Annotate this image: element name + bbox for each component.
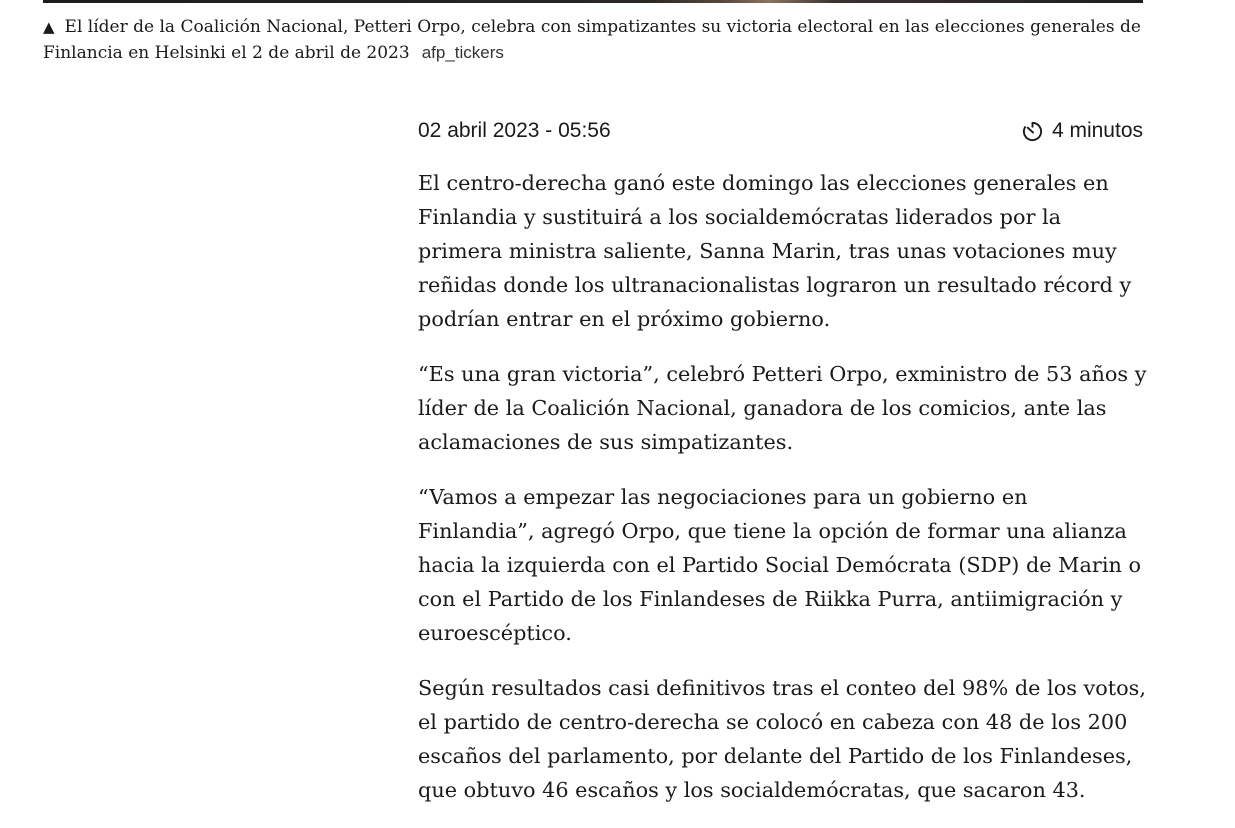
photo-credit: afp_tickers [421, 43, 504, 62]
caption-text: El líder de la Coalición Nacional, Petteri Orpo, celebra con simpatizantes su victoria electoral en las elecciones generales de Finlancia en Helsinki el 2 de abril de 2023 [43, 17, 1141, 63]
stopwatch-icon [1021, 120, 1044, 143]
article-paragraph: “Vamos a empezar las negociaciones para un gobierno en Finlandia”, agregó Orpo, que tiene la opción de formar una alianza hacia la izquierda con el Partido Social Demócrata (SDP) de Marin o con el Partido de los Finlandeses de Riikka Purra, antiimigración y euroescéptico. [418, 485, 1141, 645]
publish-date: 02 abril 2023 - 05:56 [418, 119, 611, 142]
caption-arrow-up-icon[interactable]: ▲ [43, 18, 55, 36]
article-body [418, 166, 1148, 828]
reading-time-label: 4 minutos [1051, 119, 1143, 142]
article-paragraph: El centro-derecha ganó este domingo las elecciones generales en Finlandia y sustituirá a los socialdemócratas liderados por la primera ministra saliente, Sanna Marin, tras unas votaciones muy reñidas donde los ultranacionalistas lograron un resultado récord y podrían entrar en el próximo gobierno. [418, 171, 1132, 331]
article-meta [418, 117, 1143, 145]
article-paragraph: Según resultados casi definitivos tras el conteo del 98% de los votos, el partido de centro-derecha se colocó en cabeza con 48 de los 200 escaños del parlamento, por delante del Partido de los Finlandeses, que obtuvo 46 escaños y los socialdemócratas, que sacaron 43. [418, 676, 1146, 802]
reading-time [1021, 119, 1143, 143]
article-photo-bottom-edge [43, 0, 1143, 3]
photo-caption [43, 14, 1143, 66]
article-paragraph: “Es una gran victoria”, celebró Petteri Orpo, exministro de 53 años y líder de la Coalición Nacional, ganadora de los comicios, ante las aclamaciones de sus simpatizantes. [418, 362, 1147, 454]
